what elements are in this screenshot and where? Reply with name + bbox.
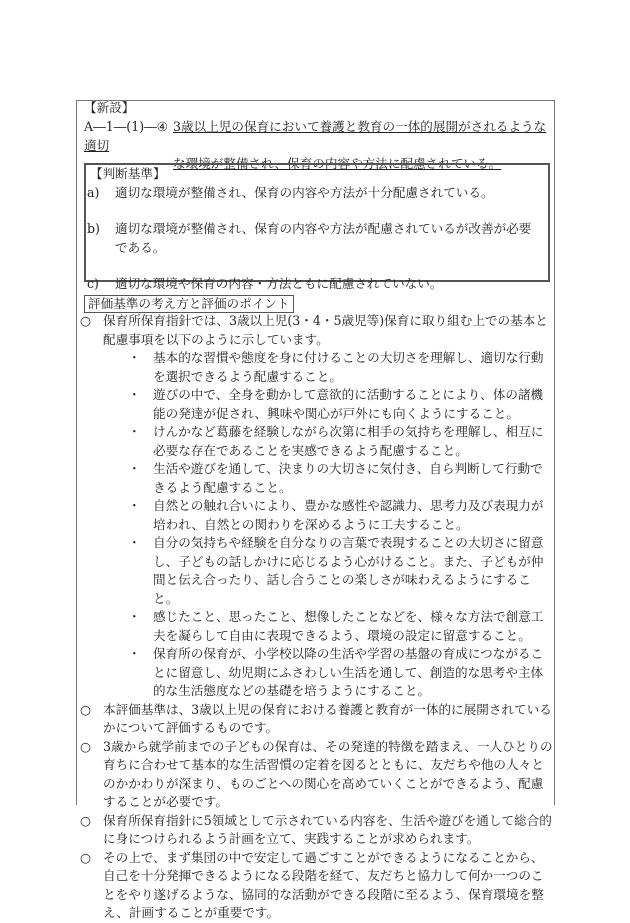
criteria-item xyxy=(86,220,542,257)
bullet-item xyxy=(128,349,554,386)
bullet-text: 自然との触れ合いにより、豊かな感性や認識力、思考力及び表現力が培われ、自然との関わりを深めるように工夫すること。 xyxy=(153,498,544,532)
points-list xyxy=(80,312,554,923)
point-text: 本評価基準は、3歳以上児の保育における養護と教育が一体的に展開されているかについて評価するものです。 xyxy=(103,701,552,735)
circle-marker-icon: ○ xyxy=(80,849,91,865)
heading-line-2: な環境が整備され、保育の内容や方法に配慮されている。 xyxy=(173,156,502,171)
bullet-text: けんかなど葛藤を経験しながら次第に相手の気持ちを理解し、相互に必要な存在であることを実感できるよう配慮すること。 xyxy=(153,424,544,458)
circle-marker-icon: ○ xyxy=(80,812,91,828)
bullet-text: 自分の気持ちや経験を自分なりの言葉で表現することの大切さに留意し、子どもの話しかけに応じるよう心がけること。また、子どもが仲間と伝え合ったり、話し合うことの楽しさが味わえるようにすること。 xyxy=(153,535,544,606)
bullet-item xyxy=(128,608,554,645)
bullet-icon: ・ xyxy=(128,350,141,365)
bullet-icon: ・ xyxy=(128,461,141,476)
bullet-text: 遊びの中で、全身を動かして意欲的に活動することにより、体の諸機能の発達が促され、興味や関心が戸外にも向くようにすること。 xyxy=(153,387,544,421)
bullet-icon: ・ xyxy=(128,424,141,439)
point-item xyxy=(80,849,554,923)
criteria-label: c) xyxy=(87,276,99,291)
point-text: 保育所保育指針では、3歳以上児(3・4・5歳児等)保育に取り組む上での基本と配慮事項を以下のように示しています。 xyxy=(103,313,548,347)
bullet-item xyxy=(128,534,554,608)
criteria-item xyxy=(86,275,542,294)
standard-code: A―1―(1)―④ xyxy=(84,119,169,134)
bullet-icon: ・ xyxy=(128,387,141,402)
bullet-item xyxy=(128,460,554,497)
point-text: 保育所保育指針に5領域として示されている内容を、生活や遊びを通して総合的に身につけられるよう計画を立て、実践することが求められます。 xyxy=(103,812,552,846)
criteria-title: 【判断基準】 xyxy=(90,166,166,181)
circle-marker-icon: ○ xyxy=(80,701,91,717)
point-text: 3歳から就学前までの子どもの保育は、その発達的特徴を踏まえ、一人ひとりの育ちに合わせて基本的な生活習慣の定着を図るとともに、友だちや他の人々とのかかわりが深まり、ものごとへの関心を高めていくことができるよう、配慮することが必要です。 xyxy=(103,738,553,809)
criteria-item xyxy=(86,184,542,203)
circle-marker-icon: ○ xyxy=(80,738,91,754)
criteria-box xyxy=(84,163,550,291)
point-item xyxy=(80,312,554,349)
heading-line-1: 3歳以上児の保育において養護と教育の一体的展開がされるような適切 xyxy=(84,119,547,153)
bullet-icon: ・ xyxy=(128,535,141,550)
bullet-icon: ・ xyxy=(128,498,141,513)
bullet-icon: ・ xyxy=(128,609,141,624)
criteria-text: 適切な環境が整備され、保育の内容や方法が十分配慮されている。 xyxy=(115,184,494,200)
point-text: その上で、まず集団の中で安定して過ごすことができるようになることから、自己を十分発揮できるようになる段階を経て、友だちと協力して何か一つのことをやり遂げるような、協同的な活動ができる段階に至るよう、保育環境を整え、計画することが重要です。 xyxy=(103,849,544,920)
bullet-text: 感じたこと、思ったこと、想像したことなどを、様々な方法で創意工夫を凝らして自由に表現できるよう、環境の設定に留意すること。 xyxy=(153,609,544,643)
new-tag: 【新設】 xyxy=(84,100,135,115)
circle-marker-icon: ○ xyxy=(80,313,91,328)
point-item xyxy=(80,812,554,849)
points-title: 評価基準の考え方と評価のポイント xyxy=(84,295,294,313)
bullet-text: 基本的な習慣や態度を身に付けることの大切さを理解し、適切な行動を選択できるよう配慮すること。 xyxy=(153,350,544,384)
bullet-list xyxy=(80,349,554,701)
bullet-icon: ・ xyxy=(128,646,141,661)
point-item xyxy=(80,738,554,812)
bullet-text: 生活や遊びを通して、決まりの大切さに気付き、自ら判断して行動できるよう配慮すること。 xyxy=(153,461,543,495)
bullet-text: 保育所の保育が、小学校以降の生活や学習の基盤の育成につながることに留意し、幼児期にふさわしい生活を通して、創造的な思考や主体的な生活態度などの基礎を培うようにすること。 xyxy=(153,646,544,698)
bullet-item xyxy=(128,645,554,701)
criteria-label: a) xyxy=(87,184,100,200)
criteria-text: 適切な環境や保育の内容・方法ともに配慮されていない。 xyxy=(115,276,443,291)
bullet-item xyxy=(128,386,554,423)
bullet-item xyxy=(128,423,554,460)
criteria-text: 適切な環境が整備され、保育の内容や方法が配慮されているが改善が必要である。 xyxy=(115,221,532,255)
bullet-item xyxy=(128,497,554,534)
criteria-label: b) xyxy=(87,221,100,236)
point-item xyxy=(80,701,554,738)
